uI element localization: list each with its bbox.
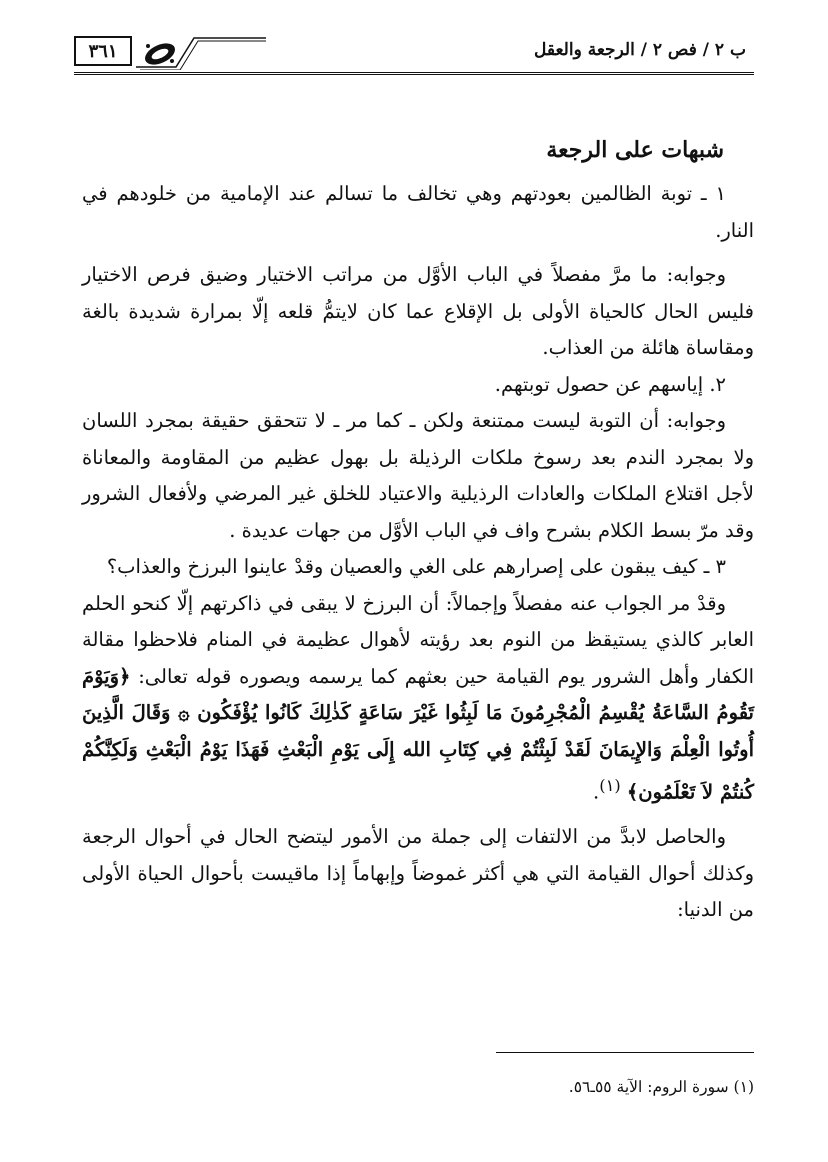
answer-3: وقدْ مر الجواب عنه مفصلاً وإجمالاً: أن البرزخ لا يبقى في ذاكرتهم إلّا كنحو الحلم العابر كالذي يستيقظ من النوم بعد رؤيته لأهوال عظيمة في المنام فلاحظوا مقالة الكفار وأهل الشرور يوم القيامة حين بعثهم كما يرسمه ويصوره قوله تعالى: ﴿وَيَوْمَ تَقُومُ السَّاعَةُ يُقْسِمُ الْمُجْرِمُونَ مَا لَبِثُوا غَيْرَ سَاعَةٍ كَذٰلِكَ كَانُوا يُؤْفَكُون ۞ وَقَالَ الَّذِينَ أُوتُوا الْعِلْمَ وَالإِيمَانَ لَقَدْ لَبِثْتُمْ فِي كِتَابِ الله إِلَى يَوْمِ الْبَعْثِ فَهَذَا يَوْمُ الْبَعْثِ وَلَكِنَّكُمْ كُنتُمْ لاَ تَعْلَمُون﴾ $^{(١)}$. <box>82 591 754 804</box>
answer-1: وجوابه: ما مرَّ مفصلاً في الباب الأوَّل من مراتب الاختيار وضيق فرص الاختيار فليس الحال كالحياة الأولى بل الإقلاع عما كان لايتمُّ قلعه إلّا بمرارة شديدة بالغة ومقاساة هائلة من العذاب. <box>82 263 754 359</box>
answer-3-text: وقدْ مر الجواب عنه مفصلاً وإجمالاً: أن البرزخ لا يبقى في ذاكرتهم إلّا كنحو الحلم العابر كالذي يستيقظ من النوم بعد رؤيته لأهوال عظيمة في المنام فلاحظوا مقالة الكفار وأهل الشرور يوم القيامة حين بعثهم كما يرسمه ويصوره قوله تعالى: <box>82 591 754 688</box>
quran-quote: ﴿وَيَوْمَ تَقُومُ السَّاعَةُ يُقْسِمُ الْمُجْرِمُونَ مَا لَبِثُوا غَيْرَ سَاعَةٍ كَذٰلِكَ كَانُوا يُؤْفَكُون ۞ وَقَالَ الَّذِينَ أُوتُوا الْعِلْمَ وَالإِيمَانَ لَقَدْ لَبِثْتُمْ فِي كِتَابِ الله إِلَى يَوْمِ الْبَعْثِ فَهَذَا يَوْمُ الْبَعْثِ وَلَكِنَّكُمْ كُنتُمْ لاَ تَعْلَمُون﴾ <box>82 664 754 804</box>
header-title: ب ٢ / فص ٢ / الرجعة والعقل <box>534 40 746 60</box>
section-heading: شبهات على الرجعة <box>546 137 724 163</box>
point-1: ١ ـ توبة الظالمين بعودتهم وهي تخالف ما تسالم عند الإمامية من خلودهم في النار. <box>82 182 754 242</box>
page-number: ٣٦١ <box>74 36 132 66</box>
footnote-divider <box>496 1052 754 1053</box>
running-header <box>74 34 754 75</box>
main-text <box>82 130 754 929</box>
answer-2: وجوابه: أن التوبة ليست ممتنعة ولكن ـ كما مر ـ لا تتحقق حقيقة بمجرد اللسان ولا بمجرد الندم بعد رسوخ ملكات الرذيلة بل بهول عظيم من المقاومة والمعاناة لأجل اقتلاع الملكات والعادات الرذيلية والاعتياد للخلق غير المرضي ولأفعال الشرور وقد مرّ بسط الكلام بشرح واف في الباب الأوَّل من جهات عديدة . <box>82 409 754 542</box>
footnote: (١) سورة الروم: الآية ٥٥ـ٥٦. <box>568 1078 754 1096</box>
ornament-icon <box>136 34 266 70</box>
closing-paragraph: والحاصل لابدَّ من الالتفات إلى جملة من الأمور ليتضح الحال في أحوال الرجعة وكذلك أحوال القيامة التي هي أكثر غموضاً وإبهاماً إذا ماقيست بأحوال الحياة الأولى من الدنيا: <box>82 825 754 921</box>
point-3: ٣ ـ كيف يبقون على إصرارهم على الغي والعصيان وقدْ عاينوا البرزخ والعذاب؟ <box>106 555 726 578</box>
point-2: ٢. إياسهم عن حصول توبتهم. <box>494 372 726 396</box>
footnote-marker: (١) <box>599 776 621 795</box>
